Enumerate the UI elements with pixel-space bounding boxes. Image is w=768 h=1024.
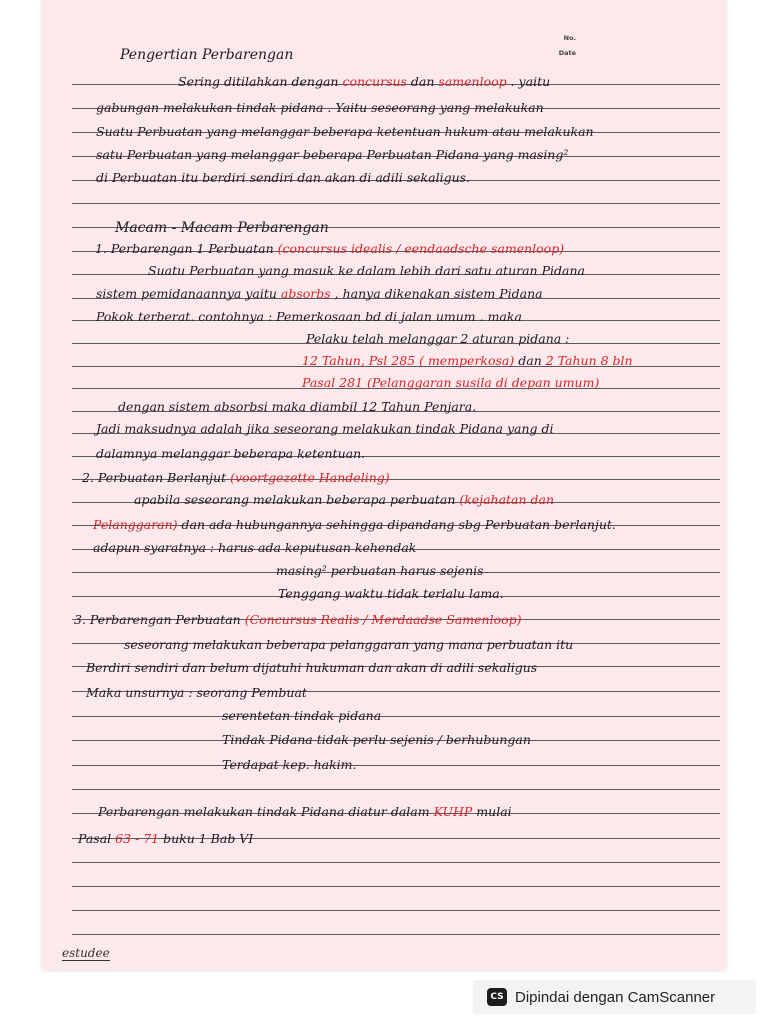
note-line	[302, 377, 599, 390]
note-text: Pokok terberat. contohnya : Pemerkosaan bd di jalan umum . maka	[96, 309, 522, 324]
note-text: Pelaku telah melanggar 2 aturan pidana :	[306, 331, 570, 346]
note-text: di Perbuatan itu berdiri sendiri dan akan di adili sekaligus.	[96, 170, 471, 185]
note-line	[222, 734, 531, 747]
rule-line	[72, 934, 720, 935]
note-text: Tindak Pidana tidak perlu sejenis / berhubungan	[222, 732, 531, 747]
red-term: samenloop	[438, 74, 507, 89]
note-text: sistem pemidanaannya yaitu	[96, 286, 281, 301]
note-text: mulai	[472, 804, 512, 819]
red-term: 63 - 71	[115, 831, 160, 846]
note-line	[302, 355, 633, 368]
note-text: Tenggang waktu tidak terlalu lama.	[278, 586, 504, 601]
note-line	[86, 662, 537, 675]
red-term: 12 Tahun, Psl 285 ( memperkosa)	[302, 353, 515, 368]
note-line	[93, 519, 616, 532]
note-text: Suatu Perbuatan yang melanggar beberapa ketentuan hukum atau melakukan	[96, 124, 594, 139]
note-text: dengan sistem absorbsi maka diambil 12 Tahun Penjara.	[118, 399, 477, 414]
note-text: serentetan tindak pidana	[222, 708, 382, 723]
note-text: Perbarengan melakukan tindak Pidana diatur dalam	[98, 804, 434, 819]
note-line	[278, 588, 504, 601]
red-term: Pelanggaran)	[93, 517, 178, 532]
note-line	[120, 48, 293, 62]
note-text: Pengertian Perbarengan	[120, 47, 294, 63]
rule-line	[72, 910, 720, 911]
note-line	[306, 333, 569, 346]
camscanner-label: Dipindai dengan CamScanner	[515, 988, 716, 1006]
note-text: Macam - Macam Perbarengan	[115, 220, 329, 236]
note-line	[96, 311, 522, 324]
note-line	[178, 76, 550, 89]
no-label: No.	[563, 34, 576, 42]
note-line	[96, 126, 594, 139]
note-text: Terdapat kep. hakim.	[222, 757, 357, 772]
note-line	[115, 221, 329, 235]
note-text: . yaitu	[506, 74, 551, 89]
note-text: 2. Perbuatan Berlanjut	[82, 470, 231, 485]
rule-line	[72, 862, 720, 863]
brand-mark: estudee	[62, 946, 110, 960]
note-line	[134, 494, 554, 507]
note-line	[86, 687, 307, 700]
date-label: Date	[558, 49, 576, 57]
notebook-page	[42, 0, 726, 970]
red-term: absorbs	[280, 286, 331, 301]
rule-line	[72, 716, 720, 717]
rule-line	[72, 886, 720, 887]
note-text: 1. Perbarengan 1 Perbuatan	[95, 241, 278, 256]
rule-line	[72, 203, 720, 204]
rule-line	[72, 789, 720, 790]
red-term: (Concursus Realis / Merdaadse Samenloop)	[244, 612, 522, 627]
note-text: dan	[406, 74, 439, 89]
note-text: dan	[514, 353, 546, 368]
note-text: satu Perbuatan yang melanggar beberapa Perbuatan Pidana yang masing²	[96, 147, 569, 162]
note-line	[95, 243, 564, 256]
note-line	[222, 759, 356, 772]
red-term: KUHP	[433, 804, 473, 819]
note-text: Jadi maksudnya adalah jika seseorang melakukan tindak Pidana yang di	[96, 421, 554, 436]
note-line	[93, 542, 416, 555]
note-line	[222, 710, 381, 723]
note-line	[96, 172, 470, 185]
red-term: (voortgezette Handeling)	[230, 470, 390, 485]
rule-line	[72, 765, 720, 766]
note-line	[124, 639, 573, 652]
note-line	[78, 833, 253, 846]
camscanner-badge	[473, 980, 756, 1014]
red-term: concursus	[342, 74, 407, 89]
red-term: 2 Tahun 8 bln	[545, 353, 633, 368]
note-line	[96, 288, 543, 301]
note-text: , hanya dikenakan sistem Pidana	[330, 286, 543, 301]
note-text: adapun syaratnya : harus ada keputusan kehendak	[93, 540, 417, 555]
note-line	[74, 614, 522, 627]
note-text: seseorang melakukan beberapa pelanggaran yang mana perbuatan itu	[124, 637, 574, 652]
note-line	[82, 472, 390, 485]
note-line	[148, 265, 585, 278]
red-term: (kejahatan dan	[459, 492, 555, 507]
red-term: Pasal 281 (Pelanggaran susila di depan umum)	[302, 375, 600, 390]
note-text: masing² perbuatan harus sejenis	[276, 563, 484, 578]
note-text: 3. Perbarengan Perbuatan	[74, 612, 245, 627]
note-line	[98, 806, 512, 819]
note-line	[96, 423, 554, 436]
note-line	[96, 102, 544, 115]
note-text: dalamnya melanggar beberapa ketentuan.	[96, 446, 366, 461]
camscanner-icon: CS	[487, 988, 507, 1006]
note-text: Pasal	[78, 831, 116, 846]
note-text: dan ada hubungannya sehingga dipandang sbg Perbuatan berlanjut.	[177, 517, 616, 532]
note-text: Berdiri sendiri dan belum dijatuhi hukuman dan akan di adili sekaligus	[86, 660, 538, 675]
note-text: gabungan melakukan tindak pidana . Yaitu seseorang yang melakukan	[96, 100, 544, 115]
note-line	[118, 401, 476, 414]
note-text: Suatu Perbuatan yang masuk ke dalam lebih dari satu aturan Pidana	[148, 263, 585, 278]
note-text: apabila seseorang melakukan beberapa perbuatan	[134, 492, 460, 507]
note-text: Maka unsurnya : seorang Pembuat	[86, 685, 307, 700]
red-term: (concursus idealis / eendaadsche samenloop)	[277, 241, 565, 256]
note-line	[96, 149, 568, 162]
note-line	[96, 448, 365, 461]
note-line	[276, 565, 484, 578]
note-text: buku 1 Bab VI	[159, 831, 254, 846]
note-text: Sering ditilahkan dengan	[178, 74, 343, 89]
